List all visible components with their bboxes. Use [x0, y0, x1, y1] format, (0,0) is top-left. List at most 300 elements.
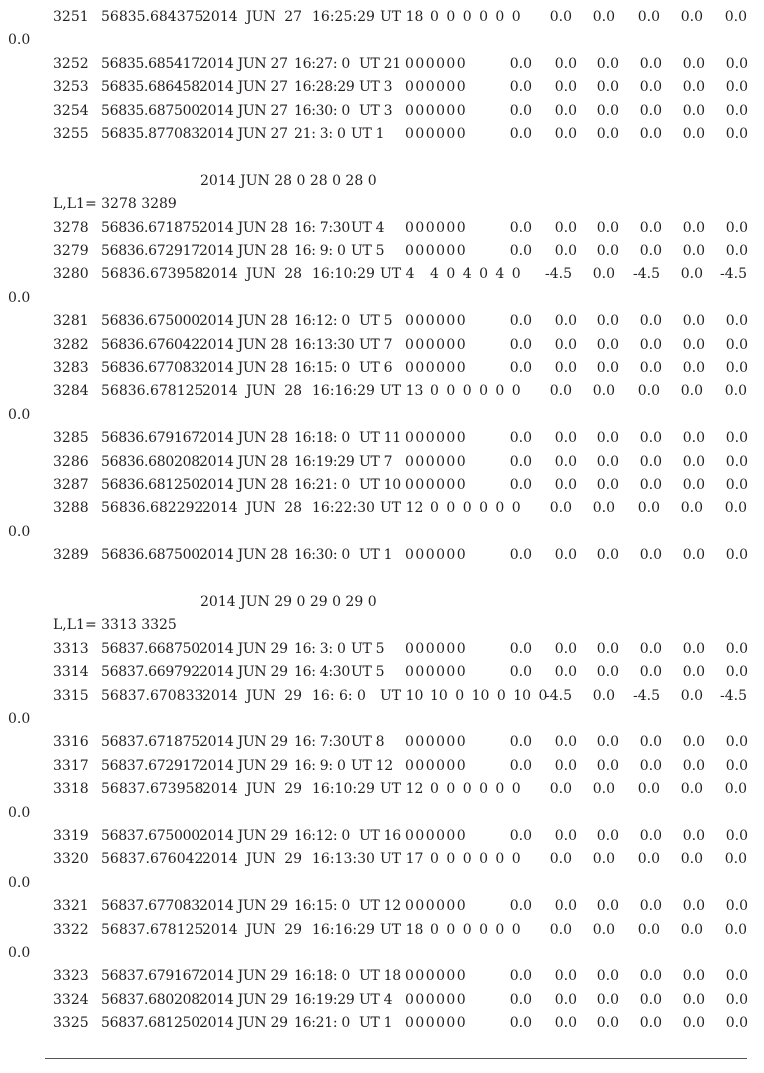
row-value: 0.0	[639, 991, 662, 1008]
row-value: 0.0	[639, 477, 662, 493]
row-value: 0.0	[682, 664, 705, 681]
row-flags: 0 0 0 0 0 0	[405, 1015, 466, 1032]
row-id: 3284	[53, 383, 89, 400]
table-row	[0, 965, 764, 988]
row-flags: 4 0 4 0 4 0	[430, 266, 521, 283]
row-id: 3316	[53, 734, 89, 751]
row-flags: 0 0 0 0 0 0	[405, 102, 466, 119]
row-flags: 0 0 0 0 0 0	[405, 757, 466, 774]
row-ut: UT 5	[351, 664, 385, 681]
row-time: 16:21: 0	[294, 1015, 351, 1032]
row-flags: 0 0 0 0 0 0	[405, 828, 466, 844]
row-value: 0.0	[596, 991, 619, 1008]
row-value: 0.0	[682, 898, 705, 915]
row-value: 0.0	[554, 360, 577, 376]
table-row	[0, 310, 764, 333]
row-flags: 10 0 10 0 10 0	[430, 687, 548, 704]
row-value: 0.0	[724, 921, 747, 938]
row-value: 0.0	[509, 828, 532, 844]
row-id: 3251	[53, 9, 89, 25]
row-value: 0.0	[554, 968, 577, 985]
row-ut: UT 7	[359, 453, 393, 470]
row-value: 0.0	[682, 102, 705, 119]
row-value: 0.0	[725, 430, 748, 447]
table-row	[0, 544, 764, 567]
row-flags: 0 0 0 0 0 0	[430, 383, 521, 400]
row-value: 0.0	[596, 664, 619, 681]
row-value: -4.5	[545, 687, 572, 704]
row-flags: 0 0 0 0 0 0	[405, 336, 466, 353]
row-mjd: 56837.672917	[101, 757, 200, 774]
row-value: 0.0	[509, 968, 532, 985]
row-ut: UT 10	[359, 477, 401, 493]
row-value: 0.0	[725, 126, 748, 142]
row-time: 16: 9: 0	[294, 757, 346, 774]
row-value: 0.0	[509, 126, 532, 142]
row-value: 0.0	[554, 102, 577, 119]
table-row	[0, 731, 764, 754]
row-date: 2014 JUN 29	[199, 664, 288, 681]
row-value: 0.0	[554, 1015, 577, 1032]
row-time: 16: 9: 0	[294, 243, 346, 259]
row-flags: 0 0 0 0 0 0	[405, 477, 466, 493]
row-time: 16: 6: 0	[312, 687, 366, 704]
row-mjd: 56837.681250	[101, 1015, 200, 1032]
row-time: 16:12: 0	[294, 313, 351, 330]
row-value: 0.0	[554, 313, 577, 330]
row-value: 0.0	[682, 828, 705, 844]
table-row	[0, 380, 764, 403]
row-value: 0.0	[554, 734, 577, 751]
row-mjd: 56836.676042	[101, 336, 200, 353]
row-time: 16:25:29	[312, 9, 375, 25]
row-value: 0.0	[509, 640, 532, 657]
row-date: 2014 JUN 28	[202, 500, 303, 517]
row-value: 0.0	[509, 477, 532, 493]
row-value: 0.0	[554, 219, 577, 236]
row-value: 0.0	[680, 687, 703, 704]
row-value: 0.0	[592, 500, 615, 517]
row-value: 0.0	[682, 757, 705, 774]
range-label: L,L1= 3313 3325	[53, 617, 177, 634]
row-date: 2014 JUN 28	[202, 266, 303, 283]
row-id: 3280	[53, 266, 89, 283]
row-flags: 0 0 0 0 0 0	[405, 243, 466, 259]
row-ut: UT 10	[380, 687, 424, 704]
row-value: 0.0	[596, 126, 619, 142]
row-flags: 0 0 0 0 0 0	[430, 9, 521, 25]
row-value: 0.0	[639, 640, 662, 657]
row-value: 0.0	[680, 9, 703, 25]
row-value: 0.0	[682, 55, 705, 72]
row-mjd: 56837.670833	[101, 687, 204, 704]
row-id: 3287	[53, 477, 89, 493]
row-value: 0.0	[509, 734, 532, 751]
row-mjd: 56837.679167	[101, 968, 200, 985]
row-value: 0.0	[682, 360, 705, 376]
row-mjd: 56836.680208	[101, 453, 200, 470]
row-time: 16:10:29	[312, 266, 375, 283]
table-row	[0, 240, 764, 263]
row-mjd: 56835.686458	[101, 79, 200, 96]
row-value: 0.0	[725, 477, 748, 493]
row-ut: UT 3	[359, 102, 393, 119]
row-flags: 0 0 0 0 0 0	[405, 991, 466, 1008]
row-id: 3252	[53, 55, 89, 72]
row-date: 2014 JUN 28	[202, 383, 303, 400]
row-value: 0.0	[725, 219, 748, 236]
row-value: 0.0	[509, 664, 532, 681]
row-value: 0.0	[639, 828, 662, 844]
row-ut: UT 6	[359, 360, 393, 376]
row-date: 2014 JUN 27	[199, 102, 288, 119]
row-flags: 0 0 0 0 0 0	[405, 313, 466, 330]
row-time: 16:19:29	[294, 453, 355, 470]
row-value: 0.0	[592, 9, 615, 25]
row-value: 0.0	[724, 781, 747, 798]
row-value: 0.0	[509, 243, 532, 259]
table-row	[0, 357, 764, 380]
row-time: 16:12: 0	[294, 828, 351, 844]
row-flags: 0 0 0 0 0 0	[405, 664, 466, 681]
row-value: 0.0	[680, 921, 703, 938]
row-value: 0.0	[554, 828, 577, 844]
row-value: -4.5	[545, 266, 572, 283]
row-value: 0.0	[682, 219, 705, 236]
row-value: 0.0	[592, 921, 615, 938]
row-id: 3282	[53, 336, 89, 353]
row-value: 0.0	[509, 79, 532, 96]
row-value: 0.0	[639, 968, 662, 985]
wrapped-value-line	[0, 708, 764, 731]
row-time: 16:18: 0	[294, 968, 351, 985]
row-value: 0.0	[682, 243, 705, 259]
row-ut: UT 18	[380, 921, 424, 938]
row-mjd: 56836.677083	[101, 360, 200, 376]
row-value-wrapped: 0.0	[8, 406, 31, 423]
row-id: 3317	[53, 757, 89, 774]
group-header-line	[0, 591, 764, 614]
row-ut: UT 1	[351, 126, 385, 142]
row-mjd: 56836.672917	[101, 243, 200, 259]
row-value: 0.0	[724, 9, 747, 25]
row-id: 3254	[53, 102, 89, 119]
table-row	[0, 1012, 764, 1035]
row-value: 0.0	[596, 243, 619, 259]
row-value: 0.0	[680, 851, 703, 868]
group-header: 2014 JUN 28 0 28 0 28 0	[200, 172, 377, 189]
row-value: 0.0	[549, 921, 572, 938]
table-row	[0, 497, 764, 520]
row-time: 16:19:29	[294, 991, 355, 1008]
row-value: 0.0	[680, 781, 703, 798]
table-row	[0, 778, 764, 801]
wrapped-value-line	[0, 29, 764, 52]
row-value: 0.0	[596, 55, 619, 72]
row-mjd: 56837.680208	[101, 991, 200, 1008]
row-flags: 0 0 0 0 0 0	[405, 126, 466, 142]
row-flags: 0 0 0 0 0 0	[405, 79, 466, 96]
row-value: 0.0	[596, 219, 619, 236]
row-value: -4.5	[720, 687, 747, 704]
row-value: 0.0	[725, 102, 748, 119]
wrapped-value-line	[0, 872, 764, 895]
row-mjd: 56837.669792	[101, 664, 200, 681]
row-value: -4.5	[720, 266, 747, 283]
row-mjd: 56837.675000	[101, 828, 200, 844]
row-value: 0.0	[682, 336, 705, 353]
range-label: L,L1= 3278 3289	[53, 196, 177, 213]
row-id: 3314	[53, 664, 89, 681]
row-value: -4.5	[633, 266, 660, 283]
row-value: 0.0	[725, 991, 748, 1008]
row-id: 3320	[53, 851, 89, 868]
row-date: 2014 JUN 27	[199, 55, 288, 72]
row-flags: 0 0 0 0 0 0	[405, 219, 466, 236]
row-flags: 0 0 0 0 0 0	[405, 734, 466, 751]
row-value: 0.0	[596, 430, 619, 447]
wrapped-value-line	[0, 521, 764, 544]
row-value: 0.0	[596, 1015, 619, 1032]
row-mjd: 56837.668750	[101, 640, 200, 657]
row-mjd: 56837.673958	[101, 781, 204, 798]
row-date: 2014 JUN 29	[199, 828, 288, 844]
row-ut: UT 13	[380, 383, 424, 400]
row-mjd: 56836.681250	[101, 477, 200, 493]
row-value: 0.0	[639, 547, 662, 564]
row-mjd: 56836.679167	[101, 430, 200, 447]
row-value: 0.0	[725, 336, 748, 353]
row-ut: UT 12	[359, 898, 401, 915]
row-mjd: 56837.671875	[101, 734, 200, 751]
row-value: 0.0	[549, 851, 572, 868]
row-value: 0.0	[554, 547, 577, 564]
row-id: 3286	[53, 453, 89, 470]
row-value: 0.0	[639, 79, 662, 96]
table-row	[0, 451, 764, 474]
row-time: 16:15: 0	[294, 360, 351, 376]
row-ut: UT 12	[351, 757, 393, 774]
row-date: 2014 JUN 28	[199, 430, 288, 447]
row-value: 0.0	[725, 664, 748, 681]
row-mjd: 56837.678125	[101, 921, 204, 938]
row-flags: 0 0 0 0 0 0	[405, 430, 466, 447]
row-value: 0.0	[724, 383, 747, 400]
row-time: 16:15: 0	[294, 898, 351, 915]
row-id: 3253	[53, 79, 89, 96]
table-row	[0, 123, 764, 146]
row-value: 0.0	[682, 640, 705, 657]
row-value: 0.0	[596, 828, 619, 844]
table-row	[0, 755, 764, 778]
row-id: 3313	[53, 640, 89, 657]
row-flags: 0 0 0 0 0 0	[405, 360, 466, 376]
row-value: 0.0	[509, 1015, 532, 1032]
row-time: 16:18: 0	[294, 430, 351, 447]
row-id: 3283	[53, 360, 89, 376]
row-value: 0.0	[725, 640, 748, 657]
row-id: 3321	[53, 898, 89, 915]
row-ut: UT 3	[359, 79, 393, 96]
row-value: 0.0	[680, 500, 703, 517]
row-ut: UT 12	[380, 781, 424, 798]
row-value: 0.0	[725, 453, 748, 470]
row-ut: UT 12	[380, 500, 424, 517]
row-date: 2014 JUN 28	[199, 453, 288, 470]
row-ut: UT 1	[359, 547, 393, 564]
row-time: 16:10:29	[312, 781, 375, 798]
row-value: 0.0	[682, 430, 705, 447]
row-value: 0.0	[509, 336, 532, 353]
row-flags: 0 0 0 0 0 0	[430, 500, 521, 517]
row-value: 0.0	[592, 851, 615, 868]
row-value: 0.0	[596, 102, 619, 119]
row-value: 0.0	[509, 102, 532, 119]
row-value: 0.0	[596, 453, 619, 470]
row-ut: UT 17	[380, 851, 424, 868]
table-row	[0, 263, 764, 286]
wrapped-value-line	[0, 287, 764, 310]
row-date: 2014 JUN 27	[202, 9, 303, 25]
row-value: 0.0	[637, 500, 660, 517]
row-value: 0.0	[639, 734, 662, 751]
row-value: 0.0	[639, 360, 662, 376]
row-value: 0.0	[596, 313, 619, 330]
row-flags: 0 0 0 0 0 0	[405, 640, 466, 657]
row-value: 0.0	[725, 55, 748, 72]
row-ut: UT 4	[380, 266, 415, 283]
footer-rule	[45, 1058, 747, 1059]
row-value: 0.0	[554, 336, 577, 353]
row-value: 0.0	[639, 126, 662, 142]
row-date: 2014 JUN 29	[199, 757, 288, 774]
row-date: 2014 JUN 29	[202, 687, 303, 704]
row-flags: 0 0 0 0 0 0	[405, 898, 466, 915]
row-value: 0.0	[639, 219, 662, 236]
row-value: 0.0	[509, 55, 532, 72]
row-flags: 0 0 0 0 0 0	[405, 453, 466, 470]
row-value: 0.0	[725, 313, 748, 330]
row-id: 3319	[53, 828, 89, 844]
row-id: 3315	[53, 687, 89, 704]
table-row	[0, 217, 764, 240]
row-mjd: 56835.687500	[101, 102, 200, 119]
range-line	[0, 193, 764, 216]
table-row	[0, 685, 764, 708]
row-value: 0.0	[549, 383, 572, 400]
table-row	[0, 76, 764, 99]
row-ut: UT 5	[351, 243, 385, 259]
row-time: 16: 3: 0	[294, 640, 346, 657]
row-time: 16:30: 0	[294, 102, 351, 119]
row-value: 0.0	[509, 313, 532, 330]
row-value: 0.0	[680, 383, 703, 400]
row-mjd: 56835.685417	[101, 55, 200, 72]
table-row	[0, 474, 764, 497]
row-date: 2014 JUN 29	[202, 781, 303, 798]
row-value: 0.0	[554, 79, 577, 96]
row-date: 2014 JUN 28	[199, 219, 288, 236]
row-value: 0.0	[639, 664, 662, 681]
row-date: 2014 JUN 27	[199, 79, 288, 96]
row-value: 0.0	[682, 477, 705, 493]
row-value: 0.0	[639, 1015, 662, 1032]
row-value: 0.0	[682, 313, 705, 330]
row-value: 0.0	[596, 360, 619, 376]
row-ut: UT 8	[351, 734, 385, 751]
row-value: 0.0	[554, 477, 577, 493]
row-date: 2014 JUN 28	[199, 360, 288, 376]
row-mjd: 56836.682292	[101, 500, 204, 517]
row-flags: 0 0 0 0 0 0	[405, 968, 466, 985]
row-id: 3325	[53, 1015, 89, 1032]
row-value: 0.0	[554, 453, 577, 470]
row-id: 3322	[53, 921, 89, 938]
row-id: 3278	[53, 219, 89, 236]
row-ut: UT 21	[359, 55, 401, 72]
table-row	[0, 825, 764, 848]
row-date: 2014 JUN 29	[199, 1015, 288, 1032]
row-value: 0.0	[682, 453, 705, 470]
row-time: 16: 7:30	[294, 219, 351, 236]
wrapped-value-line	[0, 404, 764, 427]
row-id: 3318	[53, 781, 89, 798]
row-flags: 0 0 0 0 0 0	[405, 547, 466, 564]
row-value: 0.0	[596, 734, 619, 751]
wrapped-value-line	[0, 802, 764, 825]
row-value: 0.0	[554, 640, 577, 657]
row-value: 0.0	[596, 547, 619, 564]
row-mjd: 56836.687500	[101, 547, 200, 564]
row-value: 0.0	[554, 55, 577, 72]
row-value: 0.0	[680, 266, 703, 283]
row-value: 0.0	[592, 383, 615, 400]
row-value: 0.0	[592, 687, 615, 704]
row-value: 0.0	[639, 243, 662, 259]
row-value: 0.0	[509, 991, 532, 1008]
row-value: 0.0	[639, 898, 662, 915]
row-date: 2014 JUN 29	[202, 921, 303, 938]
range-line	[0, 614, 764, 637]
row-ut: UT 16	[359, 828, 401, 844]
row-value: 0.0	[724, 851, 747, 868]
table-row	[0, 6, 764, 29]
row-mjd: 56835.877083	[101, 126, 200, 142]
row-value: 0.0	[725, 968, 748, 985]
row-value: 0.0	[596, 757, 619, 774]
group-header-line	[0, 170, 764, 193]
row-value: 0.0	[549, 9, 572, 25]
row-value-wrapped: 0.0	[8, 523, 31, 540]
row-ut: UT 4	[359, 991, 393, 1008]
row-value: 0.0	[596, 79, 619, 96]
row-ut: UT 5	[351, 640, 385, 657]
row-value: 0.0	[554, 898, 577, 915]
row-id: 3288	[53, 500, 89, 517]
table-row	[0, 334, 764, 357]
row-time: 16:22:30	[312, 500, 375, 517]
row-ut: UT 1	[359, 1015, 393, 1032]
row-flags: 0 0 0 0 0 0	[430, 781, 521, 798]
row-ut: UT 7	[359, 336, 393, 353]
row-value: 0.0	[596, 898, 619, 915]
row-id: 3279	[53, 243, 89, 259]
group-header: 2014 JUN 29 0 29 0 29 0	[200, 594, 377, 610]
row-value: 0.0	[596, 477, 619, 493]
row-value: -4.5	[633, 687, 660, 704]
row-value: 0.0	[637, 921, 660, 938]
row-value: 0.0	[725, 828, 748, 844]
